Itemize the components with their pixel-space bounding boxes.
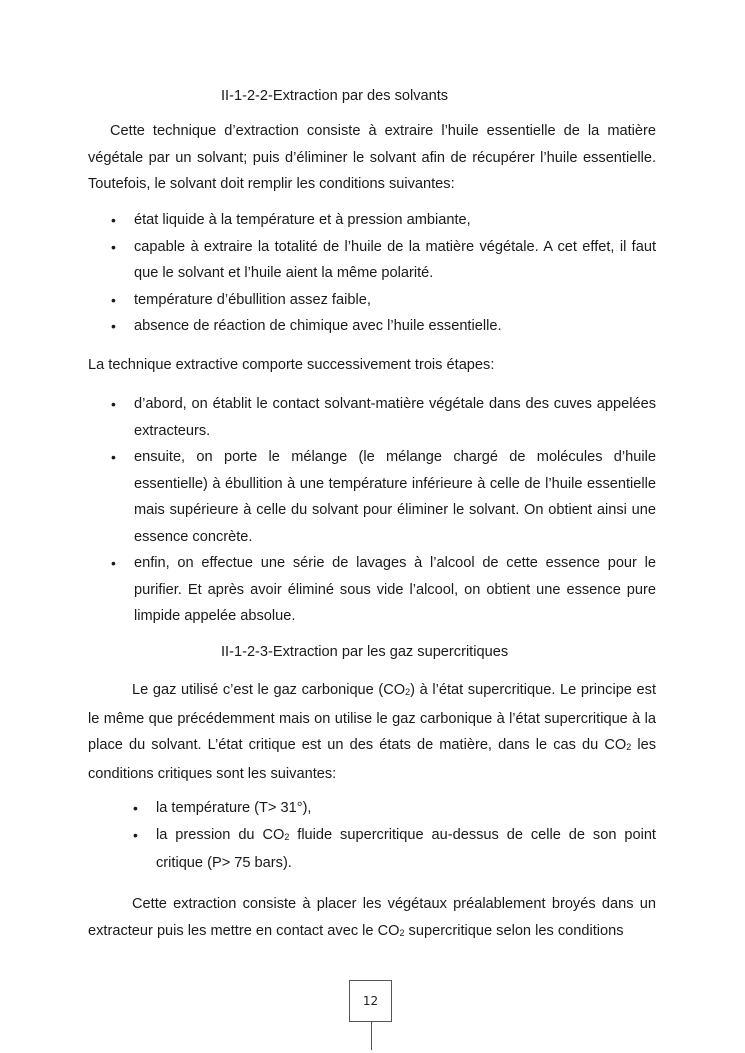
subscript: 2 [626,742,632,752]
bullet-icon: • [111,318,116,334]
critical-conditions-list [0,795,656,877]
list-item [0,550,656,630]
list-item [0,795,656,822]
list-item-text: absence de réaction de chimique avec l’huile essentielle. [134,318,502,334]
page-number: 12 [349,980,392,1022]
bullet-icon: • [111,449,116,465]
list-item [0,822,656,877]
section-heading-supercritical: II-1-2-3-Extraction par les gaz supercritiques [221,644,509,660]
final-paragraph [88,891,656,946]
page-number-line [371,1022,372,1050]
intro-paragraph: Cette technique d’extraction consiste à extraire l’huile essentielle de la matière végétale par un solvant; puis d’éliminer le solvant afin de récupérer l’huile essentielle. Toutefois, le solvant doit remplir les conditions suivantes: [88,123,656,192]
list-item-text: d’abord, on établit le contact solvant-matière végétale dans des cuves appelées extracteurs. [134,396,656,439]
text-run: la pression du CO [156,826,285,843]
bullet-icon: • [111,555,116,571]
solvent-conditions-list [0,207,656,340]
bullet-icon: • [133,800,138,816]
list-item-text: température d’ébullition assez faible, [134,291,371,308]
bullet-icon: • [111,238,116,255]
list-item-text: enfin, on effectue une série de lavages à l’alcool de cette essence pour le purifier. Et après avoir éliminé sous vide l’alcool, on obtient une essence pure limpide appelée absolue. [134,555,656,624]
list-item [0,207,656,234]
list-item-text [156,822,656,877]
list-item [0,313,656,340]
text-run: fluide supercritique au-dessus de celle de son point critique (P> 75 bars). [156,826,656,871]
text-run: supercritique selon les conditions [404,922,624,939]
list-item-text: ensuite, on porte le mélange (le mélange chargé de molécules d’huile essentielle) à ébullition à une température inférieure à celle de l’huile essentielle mais supérieure à celle du solvant pour éliminer le solvant. On obtient ainsi une essence concrète. [134,449,656,545]
list-item [0,444,656,550]
bullet-icon: • [133,826,138,843]
list-item-text: état liquide à la température et à pression ambiante, [134,212,471,228]
text-run: Cette extraction consiste à placer les végétaux préalablement broyés dans un extracteur puis les mettre en contact avec le CO [88,896,656,939]
bullet-icon: • [111,212,116,228]
list-item-text: capable à extraire la totalité de l’huile de la matière végétale. A cet effet, il faut que le solvant et l’huile aient la même polarité. [134,238,656,281]
supercritical-paragraph [88,677,656,787]
text-run: les conditions critiques sont les suivantes: [88,737,656,782]
list-item-text: la température (T> 31°), [156,800,312,816]
section-heading-solvents: II-1-2-2-Extraction par des solvants [221,88,449,104]
text-run: Le gaz utilisé c’est le gaz carbonique (CO [132,682,406,698]
list-item [0,287,656,314]
subscript: 2 [399,927,405,938]
bullet-icon: • [111,291,116,308]
steps-intro: La technique extractive comporte successivement trois étapes: [88,357,495,373]
list-item [0,391,656,444]
subscript: 2 [284,831,290,842]
subscript: 2 [405,687,411,697]
text-run: ) à l’état supercritique. Le principe est le même que précédemment mais on utilise le gaz carbonique à l’état supercritique à la place du solvant. L’état critique est un des états de matière, dans le cas du CO [88,682,656,753]
list-item [0,234,656,287]
extraction-steps-list [0,391,656,630]
bullet-icon: • [111,396,116,412]
